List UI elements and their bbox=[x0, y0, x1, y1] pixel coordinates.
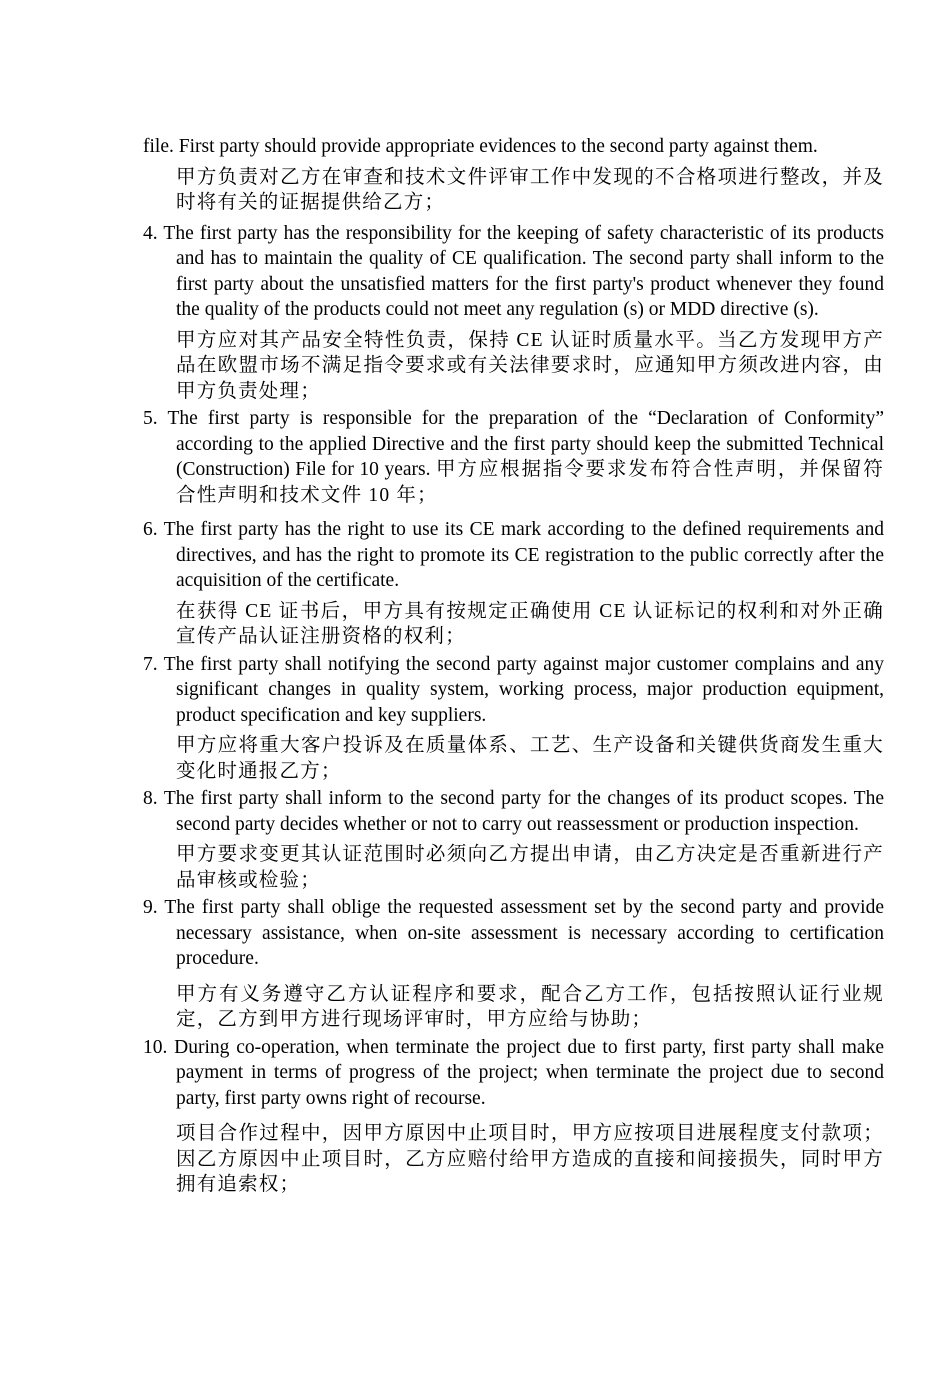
clause-4-english: 4. The first party has the responsibility for the keeping of safety characteristic of its products and has to maintain the quality of CE qualification. The second party shall inform to the first party about the unsatisfied matters for the first party's product whenever they found the quality of the products could not meet any regulation (s) or MDD directive (s). bbox=[143, 222, 884, 320]
clause-5 bbox=[143, 406, 884, 508]
clause-8-english: 8. The first party shall inform to the second party for the changes of its product scopes. The second party decides whether or not to carry out reassessment or production inspection. bbox=[143, 788, 884, 835]
intro-chinese: 甲方负责对乙方在审查和技术文件评审工作中发现的不合格项进行整改，并及时将有关的证据提供给乙方； bbox=[176, 166, 884, 213]
intro-block bbox=[143, 134, 884, 216]
clause-5-english: 5. The first party is responsible for the preparation of the “Declaration of Conformity” according to the applied Directive and the first party should keep the submitted Technical (Construction) File for 10 years. bbox=[143, 408, 884, 480]
clause-4 bbox=[143, 221, 884, 405]
clause-6-chinese: 在获得 CE 证书后，甲方具有按规定正确使用 CE 认证标记的权利和对外正确宣传产品认证注册资格的权利； bbox=[176, 600, 884, 647]
clause-7-chinese: 甲方应将重大客户投诉及在质量体系、工艺、生产设备和关键供货商发生重大变化时通报乙方； bbox=[176, 735, 884, 782]
clause-10 bbox=[143, 1035, 884, 1198]
clause-8-chinese: 甲方要求变更其认证范围时必须向乙方提出申请，由乙方决定是否重新进行产品审核或检验； bbox=[176, 844, 884, 891]
clause-8 bbox=[143, 786, 884, 893]
clause-7-english: 7. The first party shall notifying the second party against major customer complains and any significant changes in quality system, working process, major production equipment, product specification and key suppliers. bbox=[143, 653, 884, 726]
clause-5-text bbox=[143, 406, 884, 508]
clause-9 bbox=[143, 895, 884, 1033]
clause-6-english: 6. The first party has the right to use its CE mark according to the defined requirements and directives, and has the right to promote its CE registration to the public correctly after the acquisition of the certificate. bbox=[143, 519, 884, 591]
clause-10-english: 10. During co-operation, when terminate the project due to first party, first party shall make payment in terms of progress of the project; when terminate the project due to second party, first party owns right of recourse. bbox=[143, 1036, 884, 1109]
clause-6 bbox=[143, 517, 884, 650]
clause-9-english: 9. The first party shall oblige the requested assessment set by the second party and provide necessary assistance, when on-site assessment is necessary according to certification procedure. bbox=[143, 897, 884, 969]
document-body bbox=[143, 134, 884, 1200]
clause-5-chinese: 甲方应根据指令要求发布符合性声明，并保留符合性声明和技术文件 10 年； bbox=[176, 459, 885, 506]
intro-english: file. First party should provide appropriate evidences to the second party against them. bbox=[143, 136, 818, 157]
clause-10-chinese: 项目合作过程中，因甲方原因中止项目时，甲方应按项目进展程度支付款项；因乙方原因中止项目时，乙方应赔付给甲方造成的直接和间接损失，同时甲方拥有追索权； bbox=[176, 1123, 884, 1195]
clause-7 bbox=[143, 652, 884, 785]
clause-4-chinese: 甲方应对其产品安全特性负责，保持 CE 认证时质量水平。当乙方发现甲方产品在欧盟市场不满足指令要求或有关法律要求时，应通知甲方须改进内容，由甲方负责处理； bbox=[176, 329, 884, 402]
clause-9-chinese: 甲方有义务遵守乙方认证程序和要求，配合乙方工作，包括按照认证行业规定，乙方到甲方进行现场评审时，甲方应给与协助； bbox=[176, 983, 884, 1030]
